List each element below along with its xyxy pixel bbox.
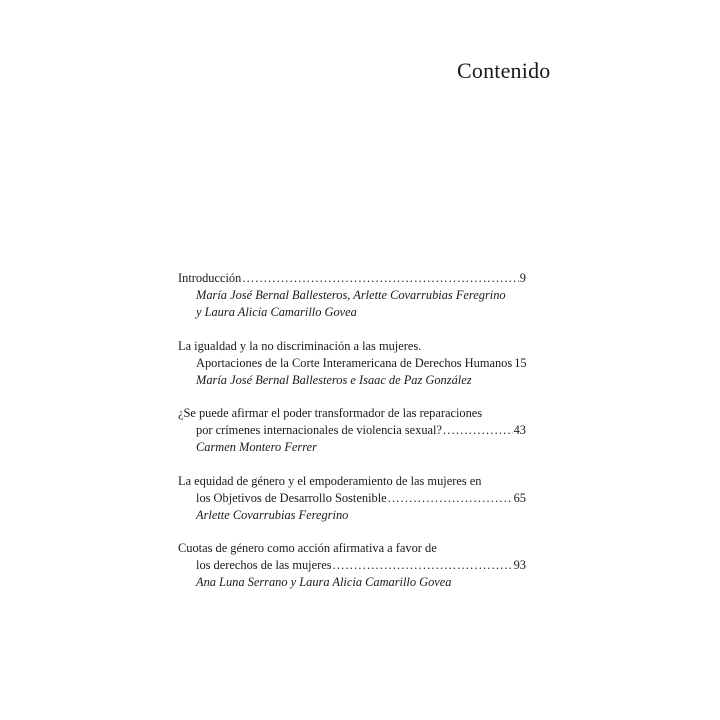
toc-title-line bbox=[178, 270, 526, 287]
toc-title: Aportaciones de la Corte Interamericana de Derechos Humanos bbox=[196, 356, 513, 370]
toc-title-line bbox=[178, 338, 526, 355]
dot-leader bbox=[333, 557, 513, 574]
toc-page-number: 65 bbox=[513, 491, 526, 505]
toc-title-line bbox=[178, 540, 526, 557]
toc-title-line bbox=[178, 490, 526, 507]
toc-entry bbox=[178, 473, 526, 524]
toc-page-number: 9 bbox=[519, 271, 526, 285]
toc-title-line bbox=[178, 355, 526, 372]
toc-title: Introducción bbox=[178, 271, 242, 285]
toc-entry bbox=[178, 540, 526, 591]
toc-authors: Carmen Montero Ferrer bbox=[196, 440, 317, 454]
toc-title: los derechos de las mujeres bbox=[196, 558, 332, 572]
toc-title-line bbox=[178, 473, 526, 490]
toc-entry bbox=[178, 270, 526, 321]
toc-title: La equidad de género y el empoderamiento de las mujeres en bbox=[178, 474, 482, 488]
toc-entry bbox=[178, 338, 526, 389]
dot-leader bbox=[388, 490, 513, 507]
toc-title-line bbox=[178, 557, 526, 574]
dot-leader bbox=[242, 270, 518, 287]
toc-authors: Arlette Covarrubias Feregrino bbox=[196, 508, 349, 522]
toc-authors: y Laura Alicia Camarillo Govea bbox=[196, 305, 357, 319]
toc-title-line bbox=[178, 422, 526, 439]
toc-authors: Ana Luna Serrano y Laura Alicia Camarillo Govea bbox=[196, 575, 452, 589]
toc-title: ¿Se puede afirmar el poder transformador de las reparaciones bbox=[178, 406, 483, 420]
page-title: Contenido bbox=[457, 58, 551, 83]
toc-authors: María José Bernal Ballesteros e Isaac de Paz González bbox=[196, 373, 472, 387]
toc-title: los Objetivos de Desarrollo Sostenible bbox=[196, 491, 387, 505]
toc-authors: María José Bernal Ballesteros, Arlette Covarrubias Feregrino bbox=[196, 288, 506, 302]
toc-page-number: 43 bbox=[513, 423, 526, 437]
toc-title-line bbox=[178, 405, 526, 422]
toc-entry bbox=[178, 405, 526, 456]
toc-title: por crímenes internacionales de violencia sexual? bbox=[196, 423, 442, 437]
toc-title: Cuotas de género como acción afirmativa a favor de bbox=[178, 541, 437, 555]
toc-page-number: 93 bbox=[513, 558, 526, 572]
toc-page-number: 15 bbox=[514, 356, 527, 370]
toc-title: La igualdad y la no discriminación a las mujeres. bbox=[178, 339, 422, 353]
dot-leader bbox=[443, 422, 513, 439]
